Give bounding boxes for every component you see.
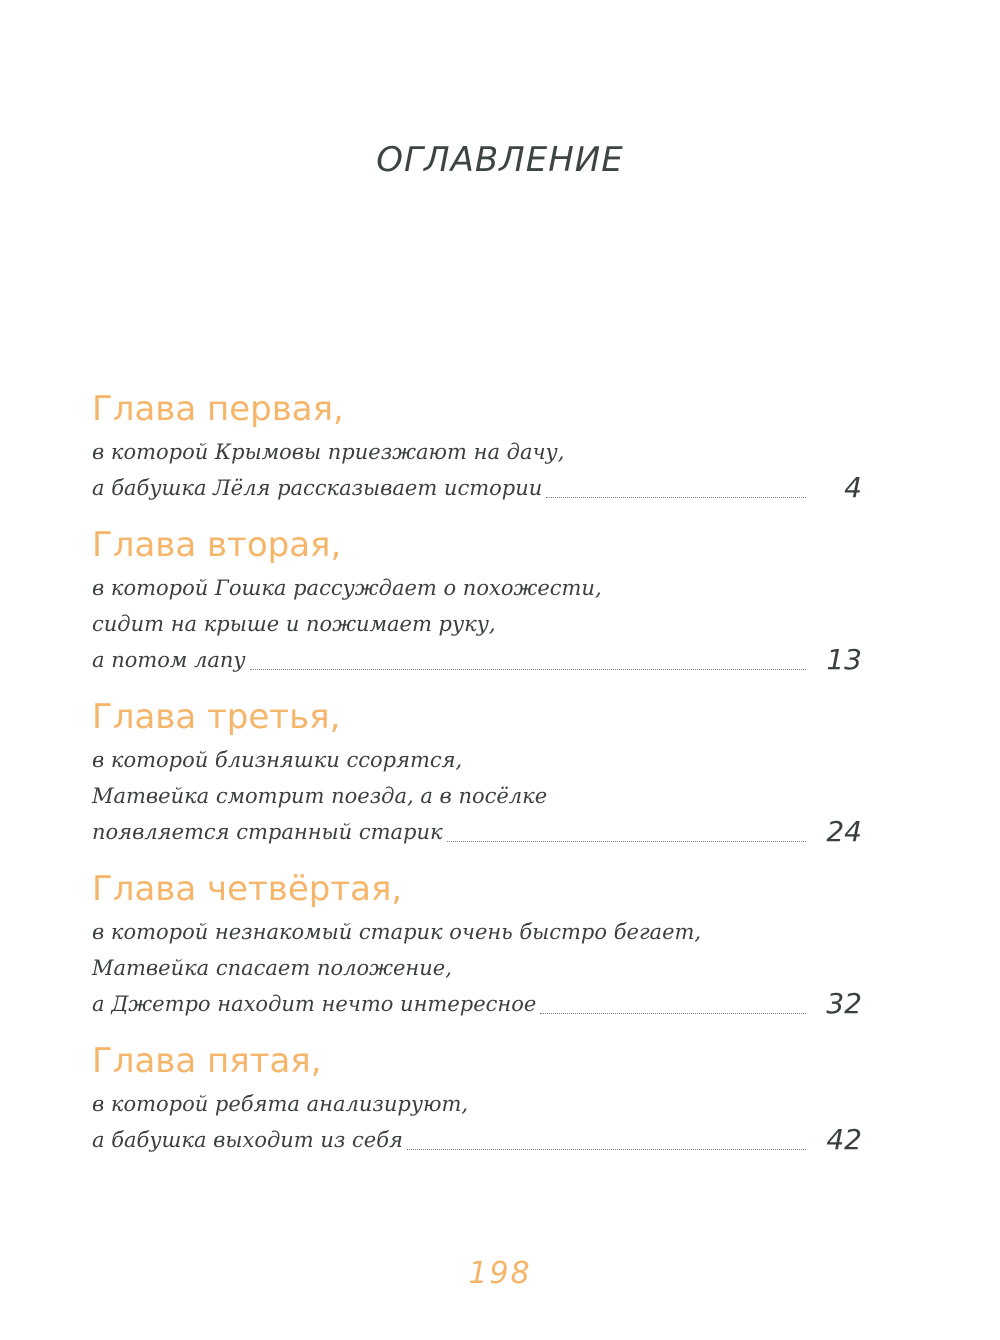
chapter-description-last-line	[92, 1122, 862, 1158]
chapter-description-line: сидит на крыше и пожимает руку,	[92, 612, 496, 636]
chapter-description-line: а бабушка Лёля рассказывает истории	[92, 476, 543, 500]
chapter-heading: Глава первая,	[92, 389, 344, 429]
folio-page-number: 198	[468, 1256, 532, 1291]
toc-entry	[92, 864, 862, 1022]
chapter-description-last-line	[92, 986, 862, 1022]
page-number: 24	[826, 815, 862, 848]
chapter-heading: Глава пятая,	[92, 1041, 322, 1081]
chapter-description-last-line	[92, 642, 862, 678]
chapter-description-line: Матвейка спасает положение,	[92, 956, 452, 980]
page-title: ОГЛАВЛЕНИЕ	[376, 140, 624, 180]
dot-leader	[407, 1148, 806, 1150]
toc-entry	[92, 692, 862, 850]
dot-leader	[250, 668, 806, 670]
chapter-description-line: в которой Крымовы приезжают на дачу,	[92, 440, 565, 464]
chapter-description-line: в которой близняшки ссорятся,	[92, 748, 463, 772]
dot-leader	[540, 1012, 806, 1014]
chapter-description-last-line	[92, 470, 862, 506]
chapter-description-line: появляется странный старик	[92, 820, 443, 844]
chapter-description-line: а бабушка выходит из себя	[92, 1128, 403, 1152]
chapter-description-last-line	[92, 814, 862, 850]
chapter-description-line: в которой незнакомый старик очень быстро бегает,	[92, 920, 702, 944]
chapter-heading: Глава вторая,	[92, 525, 342, 565]
page-number: 4	[844, 471, 862, 504]
dot-leader	[447, 840, 806, 842]
dot-leader	[546, 496, 806, 498]
chapter-description-line: в которой Гошка рассуждает о похожести,	[92, 576, 602, 600]
chapter-description-line: в которой ребята анализируют,	[92, 1092, 469, 1116]
chapter-description-line: Матвейка смотрит поезда, а в посёлке	[92, 784, 548, 808]
toc-entry	[92, 1036, 862, 1158]
chapter-description-line: а потом лапу	[92, 648, 246, 672]
page-number: 13	[826, 643, 862, 676]
chapter-heading: Глава четвёртая,	[92, 869, 403, 909]
page-number: 42	[826, 1123, 862, 1156]
chapter-description-line: а Джетро находит нечто интересное	[92, 992, 537, 1016]
toc-entry	[92, 384, 862, 506]
table-of-contents	[92, 384, 862, 1172]
toc-entry	[92, 520, 862, 678]
page-number: 32	[826, 987, 862, 1020]
chapter-heading: Глава третья,	[92, 697, 341, 737]
